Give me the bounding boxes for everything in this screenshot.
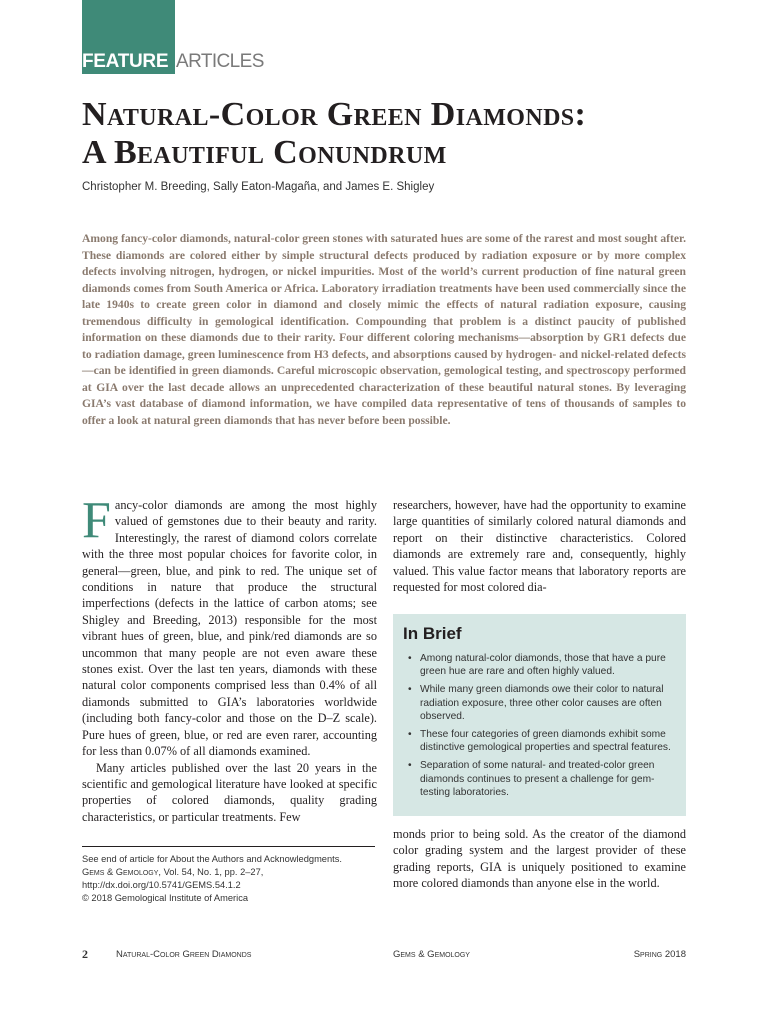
body-column-left bbox=[82, 492, 377, 825]
body-paragraph-3: researchers, however, have had the opportunity to examine large quantities of similarly colored natural diamonds and report on their distinctive characteristics. Colored diamonds are extremely rare and, consequently, highly valued. This value factor means that laboratory reports are requested for most colored dia- bbox=[393, 498, 686, 595]
footnote-copyright: © 2018 Gemological Institute of America bbox=[82, 893, 249, 903]
bullet-icon: • bbox=[408, 653, 412, 664]
footnote-about-authors: See end of article for About the Authors and Acknowledgments. bbox=[82, 854, 342, 864]
footnote bbox=[82, 853, 382, 905]
article-title bbox=[82, 96, 702, 172]
bullet-icon: • bbox=[408, 684, 412, 696]
article-title-line-1: Natural-Color Green Diamonds: bbox=[82, 96, 587, 133]
in-brief-item: • Among natural-color diamonds, those that have a pure green hue are rare and often highly valued. bbox=[408, 653, 666, 678]
body-paragraph-2: Many articles published over the last 20 years in the scientific and gemological literature have looked at specific properties of colored diamonds, quality grading characteristics, or particular treatments. Few bbox=[82, 760, 377, 824]
in-brief-list bbox=[403, 652, 676, 799]
bullet-icon: • bbox=[408, 729, 412, 741]
in-brief-item: • Separation of some natural- and treated-color green diamonds continues to present a challenge for gem-testing laboratories. bbox=[408, 760, 655, 798]
footnote-doi[interactable]: http://dx.doi.org/10.5741/GEMS.54.1.2 bbox=[82, 880, 241, 890]
body-paragraph-1-text: ancy-color diamonds are among the most highly valued of gemstones due to their beauty and rarity. Interestingly, the rarest of diamond colors correlate with the three most popular choices for favorite color, in general—green, blue, and pink to red. The unique set of conditions in nature that produce the structural imperfections (defects in the lattice of carbon atoms; see Shigley and Breeding, 2013) responsible for the most vibrant hues of green, blue, and pink/red diamonds are so uncommon that many people are not even aware these stones exist. Over the last ten years, diamonds with these natural color components comprised less than 0.4% of all diamonds submitted to GIA’s laboratories worldwide (including both fancy-color and those on the D–Z scale). Pure hues of green, blue, or red are even rarer, accounting for less than 0.07% of all diamonds examined. bbox=[82, 498, 377, 759]
in-brief-item: • These four categories of green diamonds exhibit some distinctive gemological properties and spectral features. bbox=[408, 729, 671, 754]
section-label bbox=[82, 50, 264, 74]
article-title-line-2: A Beautiful Conundrum bbox=[82, 134, 447, 171]
footnote-journal: Gems & Gemology bbox=[82, 867, 159, 877]
footer-issue: Spring 2018 bbox=[633, 949, 686, 960]
footer-journal: Gems & Gemology bbox=[393, 949, 470, 960]
footnote-divider bbox=[82, 846, 375, 847]
footer-page-number: 2 bbox=[82, 947, 88, 961]
drop-cap: F bbox=[82, 492, 111, 549]
body-paragraph-1 bbox=[82, 492, 377, 760]
section-label-strong: FEATURE bbox=[82, 51, 169, 72]
article-authors: Christopher M. Breeding, Sally Eaton-Magaña, and James E. Shigley bbox=[82, 181, 435, 193]
in-brief-item: • While many green diamonds owe their color to natural radiation exposure, three other color causes are often observed. bbox=[408, 684, 664, 722]
in-brief-title: In Brief bbox=[403, 624, 462, 643]
article-abstract: Among fancy-color diamonds, natural-color green stones with saturated hues are some of the rarest and most sought after. These diamonds are colored either by simple structural defects produced by radiation exposure or by more complex defects involving nitrogen, hydrogen, or nickel impurities. Most of the world’s current production of fine natural green diamonds comes from South America or Africa. Laboratory irradiation treatments have been used commercially since the late 1940s to create green color in diamond and closely mimic the effects of natural radiation exposure, causing tremendous difficulty in gemological identification. Compounding that problem is a distinct paucity of published information on these diamonds due to their rarity. Four different coloring mechanisms—absorption by GR1 defects due to radiation damage, green luminescence from H3 defects, and absorptions caused by hydrogen- and nickel-related defects—can be identified in green diamonds. Careful microscopic observation, gemological testing, and spectroscopy performed at GIA over the last decade allows an unprecedented characterization of these beautiful natural stones. By leveraging GIA’s vast database of diamond information, we have compiled data representative of tens of thousands of samples to offer a look at natural green diamonds that has never before been possible. bbox=[82, 232, 686, 427]
body-paragraph-4: monds prior to being sold. As the creator of the diamond color grading system and the largest provider of these grading reports, GIA is uniquely positioned to examine more colored diamonds than anyone else in the world. bbox=[393, 827, 686, 891]
body-column-right-bottom bbox=[393, 826, 686, 892]
in-brief-box bbox=[393, 614, 686, 816]
body-column-right-top bbox=[393, 497, 686, 595]
footer-running-title: Natural-Color Green Diamonds bbox=[116, 949, 252, 960]
footnote-citation: Gems & Gemology, Vol. 54, No. 1, pp. 2–27, bbox=[82, 867, 264, 877]
section-label-light: ARTICLES bbox=[176, 51, 264, 72]
bullet-icon: • bbox=[408, 760, 412, 772]
